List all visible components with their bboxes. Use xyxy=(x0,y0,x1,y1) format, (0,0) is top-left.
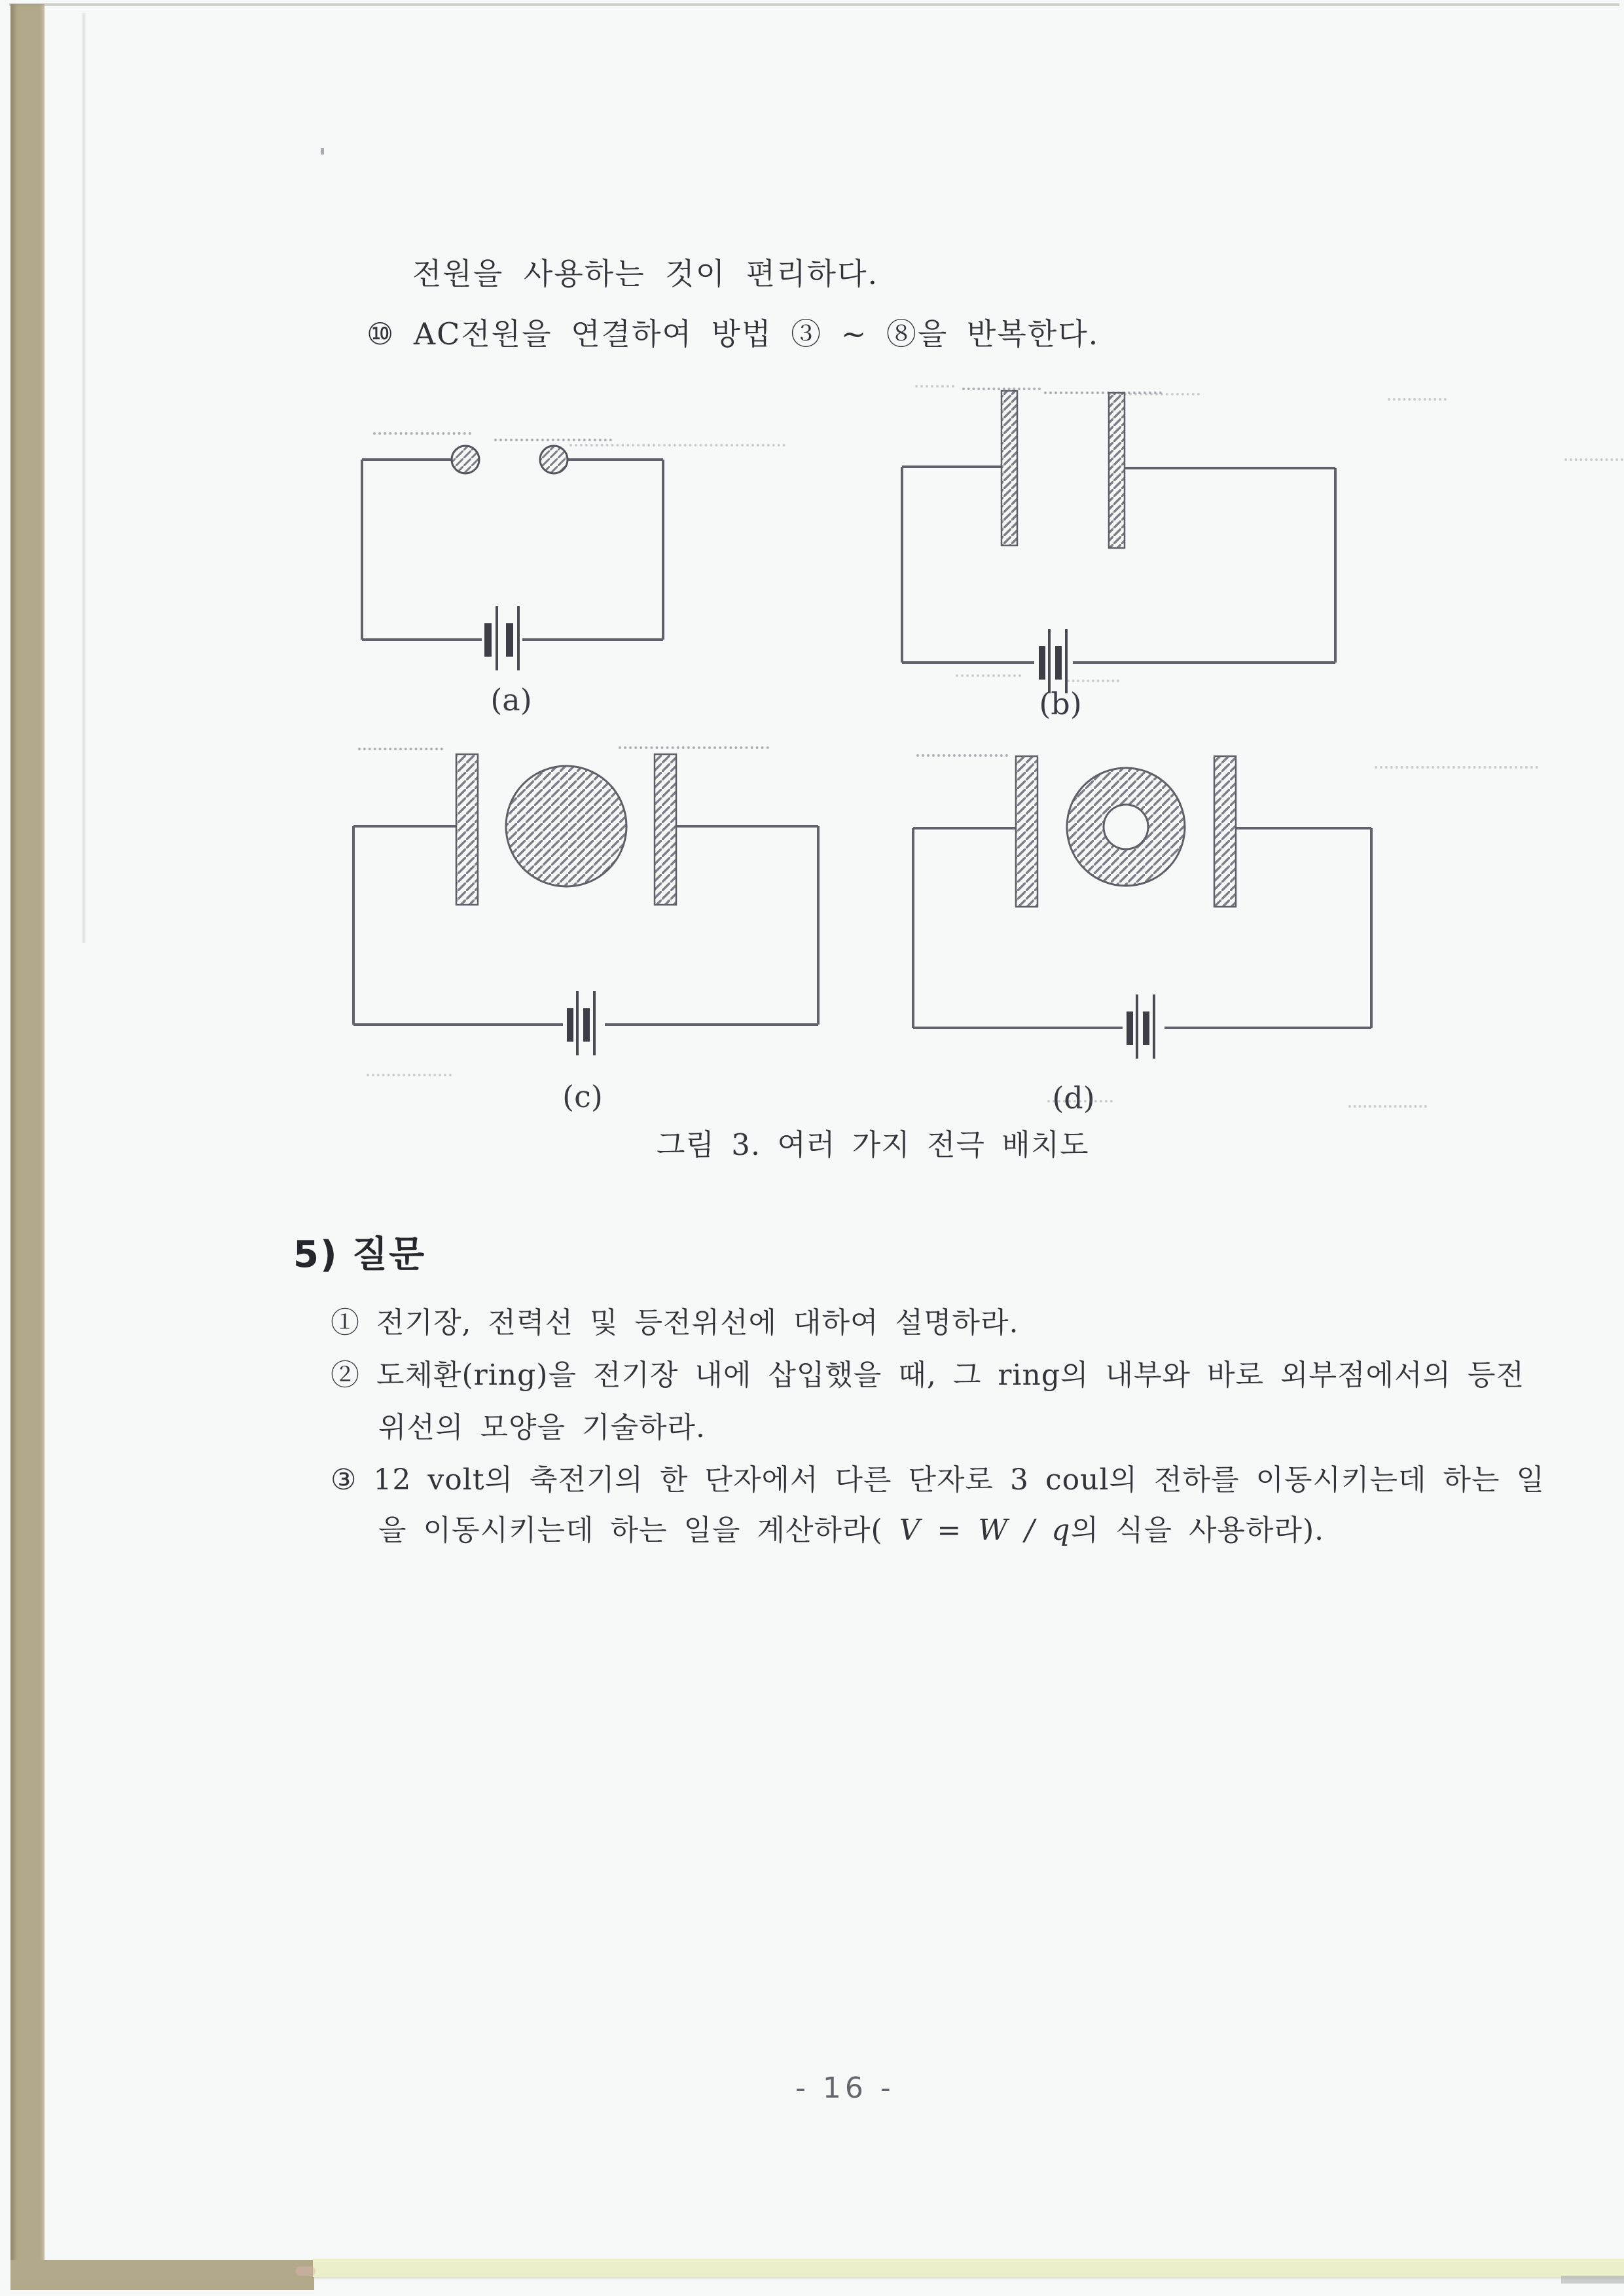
circuit-diagram-c xyxy=(347,746,825,1113)
scan-artifact xyxy=(494,439,612,441)
scan-edge-shadow xyxy=(1561,2276,1624,2284)
figure-label-d: (d) xyxy=(1052,1080,1095,1116)
question-3-line-1: ③ 12 volt의 축전기의 한 단자에서 다른 단자로 3 coul의 전하를 이동시키는데 하는 일 xyxy=(331,1463,1545,1497)
point-electrode-left xyxy=(452,446,479,473)
plate-electrode-left xyxy=(456,754,478,905)
figure-label-c: (c) xyxy=(562,1079,603,1114)
question-1: ① 전기장, 전력선 및 등전위선에 대하여 설명하라. xyxy=(331,1306,1019,1339)
figure-caption: 그림 3. 여러 가지 전극 배치도 xyxy=(657,1127,1089,1162)
page-top-edge xyxy=(9,3,1619,6)
scan-artifact xyxy=(1047,1100,1113,1102)
battery-icon xyxy=(484,606,518,670)
figure-label-b: (b) xyxy=(1039,686,1082,721)
scan-artifact xyxy=(1388,398,1447,401)
book-binding-left xyxy=(10,4,45,2290)
scan-artifact xyxy=(373,432,471,435)
battery-icon xyxy=(567,991,594,1055)
point-electrode-right xyxy=(540,446,568,473)
scan-artifact xyxy=(916,754,1008,757)
scan-artifact xyxy=(367,1074,452,1076)
scan-artifact xyxy=(915,385,954,388)
plate-electrode-left xyxy=(1001,391,1017,545)
scan-speck xyxy=(321,148,324,155)
page-number: - 16 - xyxy=(795,2071,895,2105)
question-3-line-2-text: 을 이동시키는데 하는 일을 계산하라( xyxy=(378,1514,899,1547)
scan-artifact xyxy=(619,746,769,749)
scan-artifact xyxy=(956,674,1021,677)
wire xyxy=(362,460,663,640)
next-page-edge xyxy=(313,2259,1624,2277)
scan-artifact xyxy=(1348,1105,1427,1108)
intro-line-2: ⑩ AC전원을 연결하여 방법 ③ ~ ⑧을 반복한다. xyxy=(367,316,1100,352)
scan-artifact xyxy=(1067,680,1119,682)
plate-electrode-right xyxy=(655,754,676,905)
scan-artifact xyxy=(962,388,1041,390)
scan-artifact xyxy=(1375,766,1538,769)
battery-icon xyxy=(1039,629,1066,693)
plate-electrode-right xyxy=(1109,393,1125,548)
section-heading-questions: 5) 질문 xyxy=(293,1233,426,1276)
battery-icon xyxy=(1127,994,1154,1059)
scan-artifact xyxy=(569,444,785,446)
plate-electrode-left xyxy=(1016,756,1038,907)
scan-artifact xyxy=(1108,393,1200,395)
question-3-line-2-suffix: 의 식을 사용하라). xyxy=(1070,1514,1325,1547)
voltage-formula: V = W / q xyxy=(899,1514,1071,1547)
intro-line-1: 전원을 사용하는 것이 편리하다. xyxy=(412,256,879,291)
paper-crease xyxy=(81,13,86,943)
plate-electrode-right xyxy=(1214,756,1236,907)
conducting-ring xyxy=(1067,768,1185,886)
question-2-line-2: 위선의 모양을 기술하라. xyxy=(378,1411,706,1444)
circuit-diagram-d xyxy=(907,746,1384,1113)
scan-smudge xyxy=(296,2267,316,2276)
conducting-disk xyxy=(506,766,626,886)
book-binding-bottom xyxy=(10,2260,314,2290)
scan-artifact xyxy=(1564,458,1623,461)
question-2-line-1: ② 도체환(ring)을 전기장 내에 삽입했을 때, 그 ring의 내부와 바로 외부점에서의 등전 xyxy=(331,1358,1525,1392)
figure-label-a: (a) xyxy=(490,682,532,718)
scan-artifact xyxy=(358,748,443,750)
question-3-line-2 xyxy=(378,1506,1324,1548)
